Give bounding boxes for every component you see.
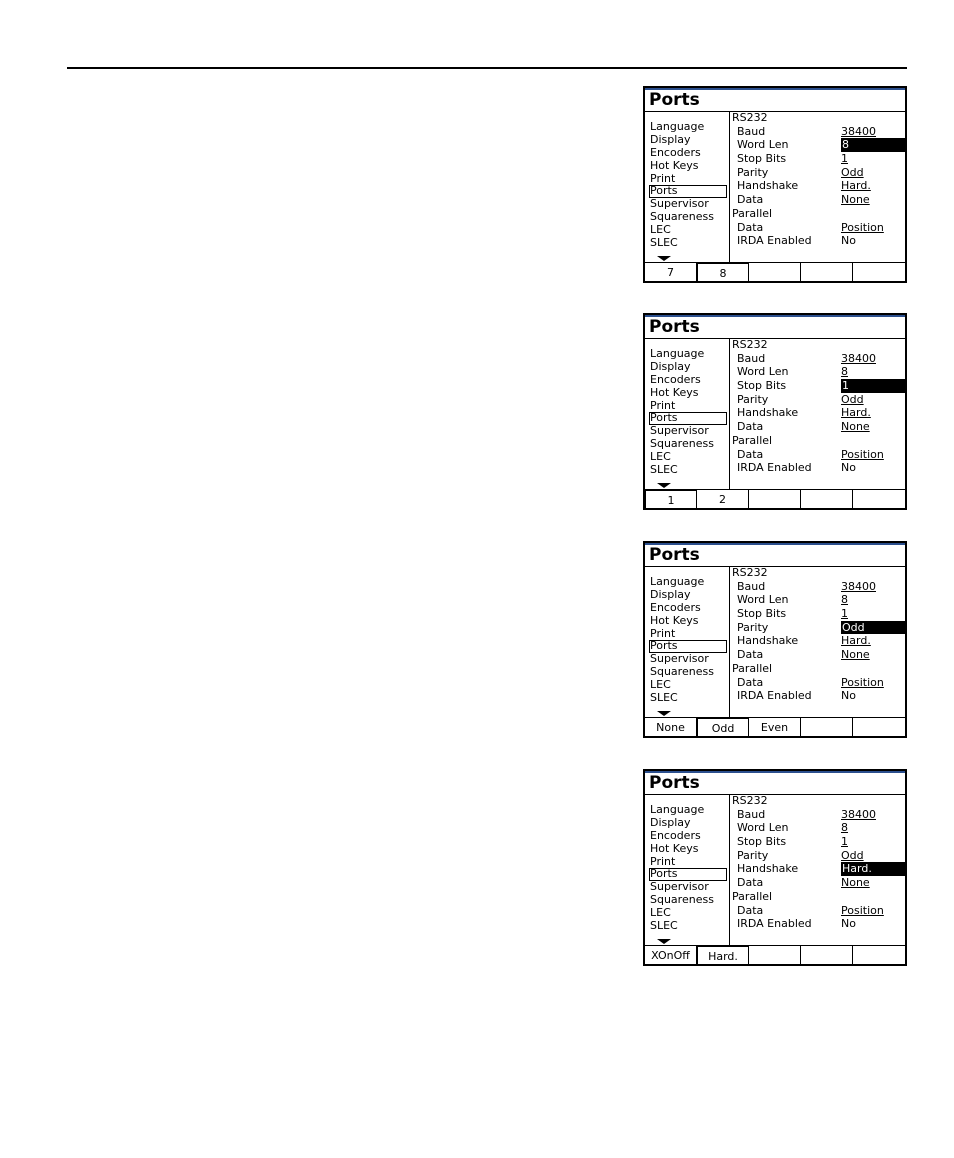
setting-label: Word Len	[737, 365, 789, 379]
setting-row[interactable]	[732, 379, 905, 393]
ports-settings	[732, 338, 905, 475]
menu-item-squareness[interactable]: Squareness	[650, 893, 714, 907]
setting-label: Data	[737, 220, 764, 234]
scroll-down-arrow-icon[interactable]	[657, 711, 671, 716]
setting-row[interactable]	[732, 634, 905, 648]
section-heading: Parallel	[732, 206, 773, 220]
setting-label: Stop Bits	[737, 152, 787, 166]
menu-item-supervisor[interactable]: Supervisor	[650, 197, 709, 211]
screen-title: Ports	[649, 90, 700, 110]
setting-value[interactable]: Odd	[841, 848, 864, 862]
setting-row[interactable]	[732, 862, 905, 876]
menu-item-lec[interactable]: LEC	[650, 906, 671, 920]
setting-value[interactable]: Hard.	[841, 634, 871, 648]
setting-row[interactable]	[732, 876, 905, 890]
setting-label: Word Len	[737, 593, 789, 607]
setting-label: Baud	[737, 579, 766, 593]
section-heading: Parallel	[732, 661, 773, 675]
softkey-4[interactable]	[801, 263, 853, 283]
setting-value[interactable]: 38400	[841, 124, 876, 138]
section-heading: Parallel	[732, 889, 773, 903]
ports-screen-3	[643, 541, 907, 738]
setting-value[interactable]: No	[841, 234, 856, 248]
setting-value[interactable]: 1	[841, 152, 848, 166]
setting-row[interactable]	[732, 593, 905, 607]
menu-item-language[interactable]: Language	[650, 120, 705, 133]
setting-row[interactable]	[732, 461, 905, 475]
setting-value[interactable]: No	[841, 461, 856, 475]
setting-label: Data	[737, 903, 764, 917]
scroll-down-arrow-icon[interactable]	[657, 483, 671, 488]
setting-value[interactable]: Odd	[841, 392, 864, 406]
setting-row[interactable]	[732, 234, 905, 248]
page-top-rule	[67, 67, 907, 69]
setting-value[interactable]: Position	[841, 447, 884, 461]
softkey-1[interactable]: XOnOff	[645, 946, 697, 966]
menu-item-ports[interactable]: Ports	[649, 868, 727, 881]
setting-row[interactable]	[732, 835, 905, 849]
softkey-2[interactable]: 8	[697, 263, 749, 283]
softkey-bar	[645, 262, 905, 283]
menu-item-slec[interactable]: SLEC	[650, 463, 678, 477]
setup-menu	[649, 576, 729, 705]
menu-item-display[interactable]: Display	[650, 359, 691, 373]
softkey-3[interactable]	[749, 946, 801, 966]
softkey-4[interactable]	[801, 490, 853, 510]
menu-item-slec[interactable]: SLEC	[650, 919, 678, 933]
setting-value[interactable]: 38400	[841, 351, 876, 365]
setting-row	[732, 338, 905, 352]
menu-item-language[interactable]: Language	[650, 575, 705, 588]
setting-label: Handshake	[737, 179, 799, 193]
setting-row	[732, 111, 905, 125]
menu-item-hot-keys[interactable]: Hot Keys	[650, 385, 699, 399]
softkey-1[interactable]: 1	[645, 490, 697, 510]
setting-label: Word Len	[737, 821, 789, 835]
ports-settings	[732, 566, 905, 703]
setting-row[interactable]	[732, 808, 905, 822]
setting-row[interactable]	[732, 689, 905, 703]
setting-row	[732, 566, 905, 580]
screen-title: Ports	[649, 545, 700, 565]
setting-label: IRDA Enabled	[737, 461, 812, 475]
setting-row	[732, 662, 905, 676]
setting-value[interactable]: 38400	[841, 807, 876, 821]
setting-label: Parity	[737, 620, 769, 634]
softkey-5[interactable]	[853, 946, 905, 966]
setting-value[interactable]: Odd	[841, 165, 864, 179]
setting-row[interactable]	[732, 221, 905, 235]
softkey-3[interactable]	[749, 263, 801, 283]
softkey-4[interactable]	[801, 946, 853, 966]
setting-row[interactable]	[732, 676, 905, 690]
setting-row[interactable]	[732, 406, 905, 420]
setting-value[interactable]: Hard.	[841, 406, 871, 420]
setting-label: Handshake	[737, 634, 799, 648]
menu-divider	[729, 795, 730, 945]
menu-item-display[interactable]: Display	[650, 587, 691, 601]
setting-value[interactable]: None	[841, 648, 870, 662]
setting-value[interactable]: No	[841, 689, 856, 703]
setting-label: Data	[737, 420, 764, 434]
setup-menu	[649, 121, 729, 250]
menu-item-hot-keys[interactable]: Hot Keys	[650, 841, 699, 855]
menu-divider	[729, 339, 730, 489]
softkey-5[interactable]	[853, 718, 905, 738]
softkey-2[interactable]: Odd	[697, 718, 749, 738]
setting-row	[732, 434, 905, 448]
setting-value[interactable]: 1	[841, 607, 848, 621]
softkey-5[interactable]	[853, 490, 905, 510]
section-heading: Parallel	[732, 433, 773, 447]
setting-label: Baud	[737, 351, 766, 365]
menu-item-encoders[interactable]: Encoders	[650, 372, 701, 386]
softkey-2[interactable]: Hard.	[697, 946, 749, 966]
screen-title: Ports	[649, 773, 700, 793]
selected-setting-value[interactable]: Hard.	[841, 862, 907, 876]
setting-label: Parity	[737, 848, 769, 862]
menu-item-ports[interactable]: Ports	[649, 640, 727, 653]
setting-label: IRDA Enabled	[737, 689, 812, 703]
section-heading: RS232	[732, 566, 768, 579]
menu-item-display[interactable]: Display	[650, 815, 691, 829]
setting-value[interactable]: None	[841, 193, 870, 207]
menu-item-encoders[interactable]: Encoders	[650, 600, 701, 614]
menu-item-print[interactable]: Print	[650, 854, 676, 868]
setting-row[interactable]	[732, 365, 905, 379]
softkey-4[interactable]	[801, 718, 853, 738]
setup-menu	[649, 804, 729, 933]
setting-label: IRDA Enabled	[737, 917, 812, 931]
setting-label: Stop Bits	[737, 607, 787, 621]
setting-row[interactable]	[732, 621, 905, 635]
menu-item-encoders[interactable]: Encoders	[650, 828, 701, 842]
setting-label: Data	[737, 447, 764, 461]
setting-label: Word Len	[737, 138, 789, 152]
setting-value[interactable]: None	[841, 876, 870, 890]
setting-row[interactable]	[732, 166, 905, 180]
setting-value[interactable]: Hard.	[841, 179, 871, 193]
setting-value[interactable]: 8	[841, 365, 848, 379]
setting-row[interactable]	[732, 179, 905, 193]
setting-value[interactable]: 8	[841, 821, 848, 835]
setting-value[interactable]: Position	[841, 220, 884, 234]
menu-divider	[729, 567, 730, 717]
setting-row[interactable]	[732, 352, 905, 366]
softkey-bar	[645, 489, 905, 510]
setting-value[interactable]: None	[841, 420, 870, 434]
softkey-bar	[645, 717, 905, 738]
setting-value[interactable]: Position	[841, 675, 884, 689]
menu-item-lec[interactable]: LEC	[650, 450, 671, 464]
softkey-3[interactable]: Even	[749, 718, 801, 738]
setting-value[interactable]: 1	[841, 835, 848, 849]
setting-label: Parity	[737, 392, 769, 406]
menu-item-ports[interactable]: Ports	[649, 185, 727, 198]
section-heading: RS232	[732, 338, 768, 351]
setting-label: Stop Bits	[737, 835, 787, 849]
softkey-5[interactable]	[853, 263, 905, 283]
menu-item-squareness[interactable]: Squareness	[650, 437, 714, 451]
selected-setting-value[interactable]: Odd	[841, 621, 907, 635]
setting-label: Data	[737, 675, 764, 689]
softkey-1[interactable]: None	[645, 718, 697, 738]
setting-label: Stop Bits	[737, 379, 787, 393]
menu-item-lec[interactable]: LEC	[650, 223, 671, 237]
setting-row	[732, 794, 905, 808]
setting-row[interactable]	[732, 849, 905, 863]
menu-item-hot-keys[interactable]: Hot Keys	[650, 158, 699, 172]
menu-item-squareness[interactable]: Squareness	[650, 210, 714, 224]
setting-row[interactable]	[732, 821, 905, 835]
setting-row[interactable]	[732, 393, 905, 407]
setting-row[interactable]	[732, 138, 905, 152]
setting-row[interactable]	[732, 193, 905, 207]
menu-item-encoders[interactable]: Encoders	[650, 145, 701, 159]
menu-item-print[interactable]: Print	[650, 171, 676, 185]
setup-menu	[649, 348, 729, 477]
menu-item-language[interactable]: Language	[650, 803, 705, 816]
menu-item-slec[interactable]: SLEC	[650, 691, 678, 705]
setting-value[interactable]: 8	[841, 593, 848, 607]
setting-row[interactable]	[732, 904, 905, 918]
menu-item-supervisor[interactable]: Supervisor	[650, 880, 709, 894]
setting-label: Handshake	[737, 406, 799, 420]
ports-settings	[732, 111, 905, 248]
setting-label: Data	[737, 876, 764, 890]
selected-setting-value[interactable]: 1	[841, 379, 907, 393]
menu-item-supervisor[interactable]: Supervisor	[650, 652, 709, 666]
menu-item-supervisor[interactable]: Supervisor	[650, 424, 709, 438]
menu-item-print[interactable]: Print	[650, 398, 676, 412]
menu-item-slec[interactable]: SLEC	[650, 236, 678, 250]
scroll-down-arrow-icon[interactable]	[657, 256, 671, 261]
menu-item-language[interactable]: Language	[650, 347, 705, 360]
screen-title: Ports	[649, 317, 700, 337]
setting-label: IRDA Enabled	[737, 234, 812, 248]
setting-row[interactable]	[732, 125, 905, 139]
setting-row[interactable]	[732, 917, 905, 931]
setting-value[interactable]: No	[841, 917, 856, 931]
setting-row[interactable]	[732, 580, 905, 594]
menu-item-display[interactable]: Display	[650, 132, 691, 146]
section-heading: RS232	[732, 111, 768, 124]
menu-divider	[729, 112, 730, 262]
selected-setting-value[interactable]: 8	[841, 138, 907, 152]
setting-label: Handshake	[737, 862, 799, 876]
setting-label: Parity	[737, 165, 769, 179]
setting-label: Data	[737, 193, 764, 207]
softkey-1[interactable]: 7	[645, 263, 697, 283]
setting-label: Baud	[737, 807, 766, 821]
setting-row[interactable]	[732, 448, 905, 462]
ports-settings	[732, 794, 905, 931]
menu-item-ports[interactable]: Ports	[649, 412, 727, 425]
setting-row[interactable]	[732, 648, 905, 662]
softkey-2[interactable]: 2	[697, 490, 749, 510]
menu-item-hot-keys[interactable]: Hot Keys	[650, 613, 699, 627]
setting-value[interactable]: 38400	[841, 579, 876, 593]
softkey-bar	[645, 945, 905, 966]
menu-item-print[interactable]: Print	[650, 626, 676, 640]
setting-label: Baud	[737, 124, 766, 138]
setting-row	[732, 207, 905, 221]
scroll-down-arrow-icon[interactable]	[657, 939, 671, 944]
ports-screen-1	[643, 86, 907, 283]
setting-value[interactable]: Position	[841, 903, 884, 917]
setting-row[interactable]	[732, 607, 905, 621]
softkey-3[interactable]	[749, 490, 801, 510]
setting-label: Data	[737, 648, 764, 662]
setting-row	[732, 890, 905, 904]
setting-row[interactable]	[732, 152, 905, 166]
ports-screen-2	[643, 313, 907, 510]
menu-item-lec[interactable]: LEC	[650, 678, 671, 692]
section-heading: RS232	[732, 794, 768, 807]
ports-screen-4	[643, 769, 907, 966]
setting-row[interactable]	[732, 420, 905, 434]
menu-item-squareness[interactable]: Squareness	[650, 665, 714, 679]
